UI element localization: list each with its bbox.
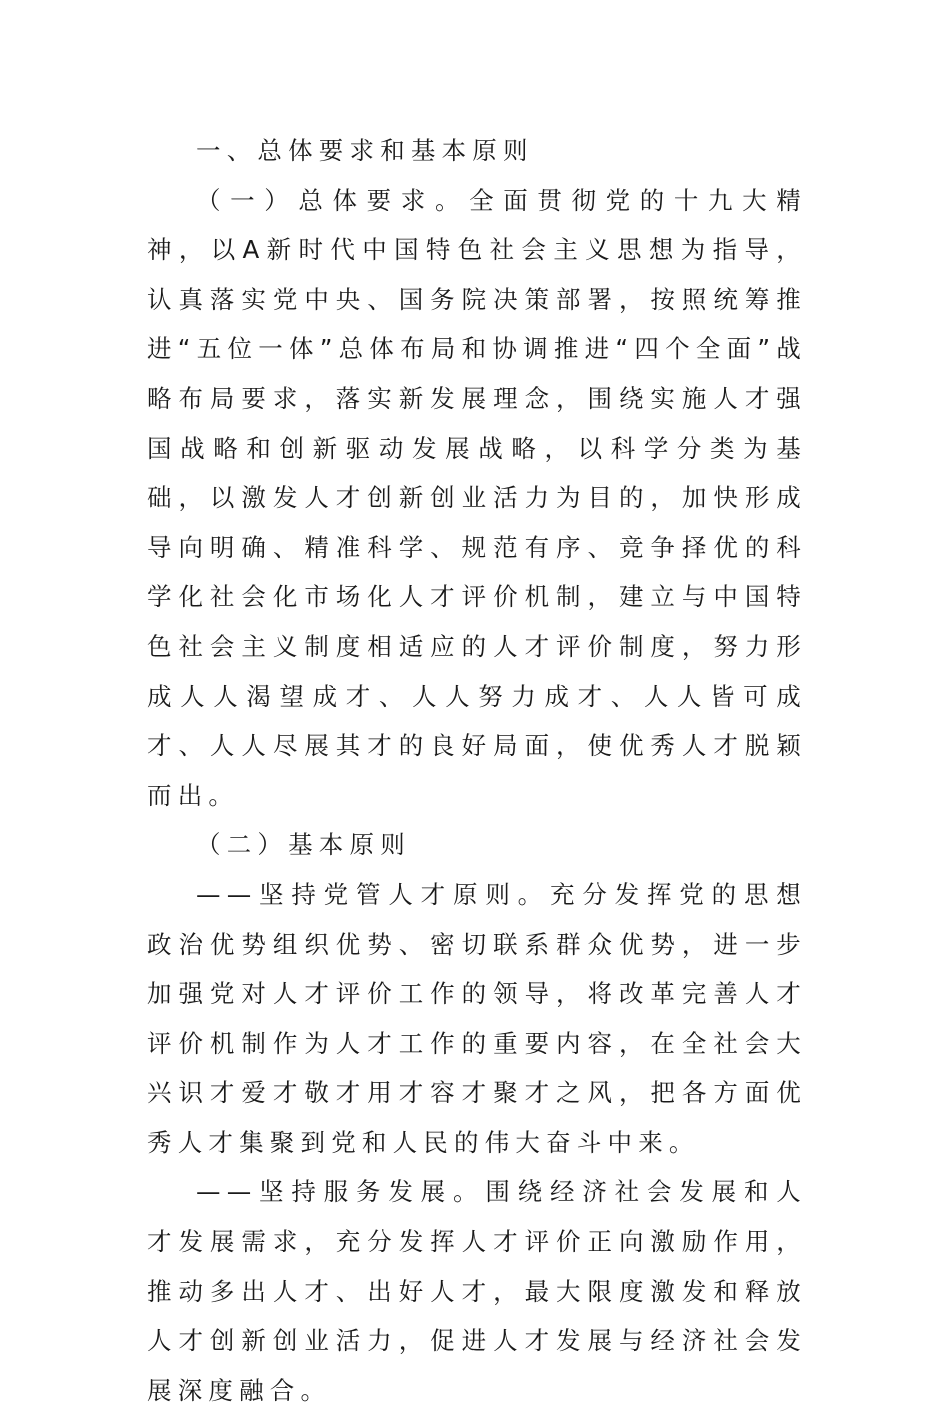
paragraph-principle-serve-development: ——坚持服务发展。围绕经济社会发展和人才发展需求，充分发挥人才评价正向激励作用，推动多出人才、出好人才，最大限度激发和释放人才创新创业活力，促进人才发展与经济社会发展深度融合。: [147, 1177, 807, 1405]
sub-heading-basic-principles: （二）基本原则: [196, 830, 411, 860]
section-heading: 一、总体要求和基本原则: [196, 136, 534, 165]
document-body: [147, 126, 807, 1415]
paragraph-overall-requirements: （一）总体要求。全面贯彻党的十九大精神，以A新时代中国特色社会主义思想为指导，认真落实党中央、国务院决策部署，按照统筹推进“五位一体”总体布局和协调推进“四个全面”战略布局要求，落实新发展理念，围绕实施人才强国战略和创新驱动发展战略，以科学分类为基础，以激发人才创新创业活力为目的，加快形成导向明确、精准科学、规范有序、竞争择优的科学化社会化市场化人才评价机制，建立与中国特色社会主义制度相适应的人才评价制度，努力形成人人渴望成才、人人努力成才、人人皆可成才、人人尽展其才的良好局面，使优秀人才脱颖而出。: [147, 185, 807, 810]
paragraph-principle-party-leadership: ——坚持党管人才原则。充分发挥党的思想政治优势组织优势、密切联系群众优势，进一步加强党对人才评价工作的领导，将改革完善人才评价机制作为人才工作的重要内容，在全社会大兴识才爱才敬才用才容才聚才之风，把各方面优秀人才集聚到党和人民的伟大奋斗中来。: [147, 879, 807, 1157]
